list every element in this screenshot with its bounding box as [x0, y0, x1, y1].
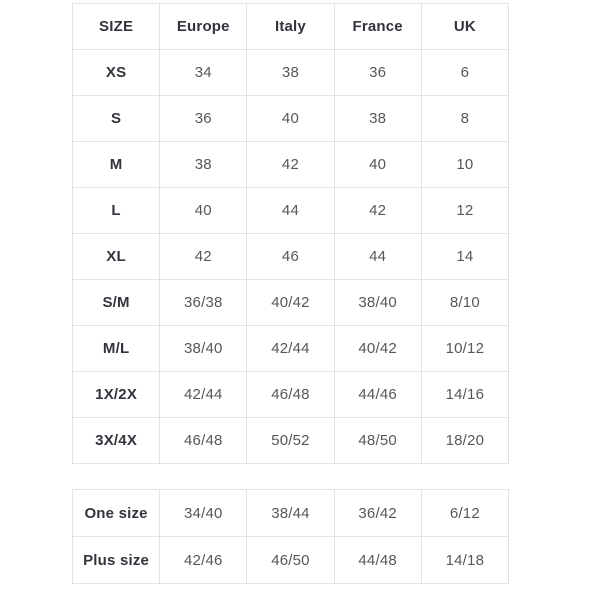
cell-uk: 8/10: [421, 280, 508, 326]
cell-france: 38/40: [334, 280, 421, 326]
cell-france: 36/42: [334, 490, 421, 537]
row-label: S: [73, 96, 160, 142]
cell-uk: 12: [421, 188, 508, 234]
table-row: [73, 537, 509, 584]
cell-europe: 36: [160, 96, 247, 142]
cell-italy: 46: [247, 234, 334, 280]
cell-italy: 46/48: [247, 372, 334, 418]
size-charts-container: [72, 3, 509, 584]
cell-europe: 42/46: [160, 537, 247, 584]
size-conversion-table: [72, 3, 509, 464]
column-header-france: France: [334, 4, 421, 50]
cell-uk: 6: [421, 50, 508, 96]
cell-france: 42: [334, 188, 421, 234]
row-label: M: [73, 142, 160, 188]
row-label: 3X/4X: [73, 418, 160, 464]
cell-france: 44/46: [334, 372, 421, 418]
column-header-size: SIZE: [73, 4, 160, 50]
cell-europe: 38: [160, 142, 247, 188]
cell-italy: 50/52: [247, 418, 334, 464]
cell-europe: 36/38: [160, 280, 247, 326]
table-header-row: [73, 4, 509, 50]
cell-uk: 6/12: [421, 490, 508, 537]
table-row: [73, 326, 509, 372]
table-row: [73, 490, 509, 537]
cell-europe: 34: [160, 50, 247, 96]
row-label: XS: [73, 50, 160, 96]
cell-italy: 42: [247, 142, 334, 188]
cell-uk: 10: [421, 142, 508, 188]
cell-italy: 40/42: [247, 280, 334, 326]
cell-france: 38: [334, 96, 421, 142]
table-row: [73, 142, 509, 188]
cell-uk: 14: [421, 234, 508, 280]
cell-uk: 8: [421, 96, 508, 142]
cell-uk: 14/16: [421, 372, 508, 418]
cell-uk: 14/18: [421, 537, 508, 584]
row-label: L: [73, 188, 160, 234]
cell-italy: 38/44: [247, 490, 334, 537]
cell-europe: 38/40: [160, 326, 247, 372]
table-row: [73, 50, 509, 96]
row-label: Plus size: [73, 537, 160, 584]
cell-uk: 10/12: [421, 326, 508, 372]
table-row: [73, 280, 509, 326]
table-row: [73, 234, 509, 280]
cell-europe: 40: [160, 188, 247, 234]
cell-italy: 44: [247, 188, 334, 234]
cell-europe: 42/44: [160, 372, 247, 418]
row-label: M/L: [73, 326, 160, 372]
cell-uk: 18/20: [421, 418, 508, 464]
cell-europe: 34/40: [160, 490, 247, 537]
column-header-italy: Italy: [247, 4, 334, 50]
row-label: XL: [73, 234, 160, 280]
special-sizes-table: [72, 489, 509, 584]
row-label: S/M: [73, 280, 160, 326]
table-row: [73, 372, 509, 418]
table-row: [73, 96, 509, 142]
column-header-uk: UK: [421, 4, 508, 50]
table-row: [73, 418, 509, 464]
cell-europe: 46/48: [160, 418, 247, 464]
cell-france: 40/42: [334, 326, 421, 372]
cell-europe: 42: [160, 234, 247, 280]
cell-france: 44/48: [334, 537, 421, 584]
cell-france: 44: [334, 234, 421, 280]
table-row: [73, 188, 509, 234]
column-header-europe: Europe: [160, 4, 247, 50]
cell-italy: 46/50: [247, 537, 334, 584]
cell-italy: 38: [247, 50, 334, 96]
cell-france: 36: [334, 50, 421, 96]
row-label: One size: [73, 490, 160, 537]
cell-france: 40: [334, 142, 421, 188]
cell-italy: 40: [247, 96, 334, 142]
row-label: 1X/2X: [73, 372, 160, 418]
cell-italy: 42/44: [247, 326, 334, 372]
cell-france: 48/50: [334, 418, 421, 464]
